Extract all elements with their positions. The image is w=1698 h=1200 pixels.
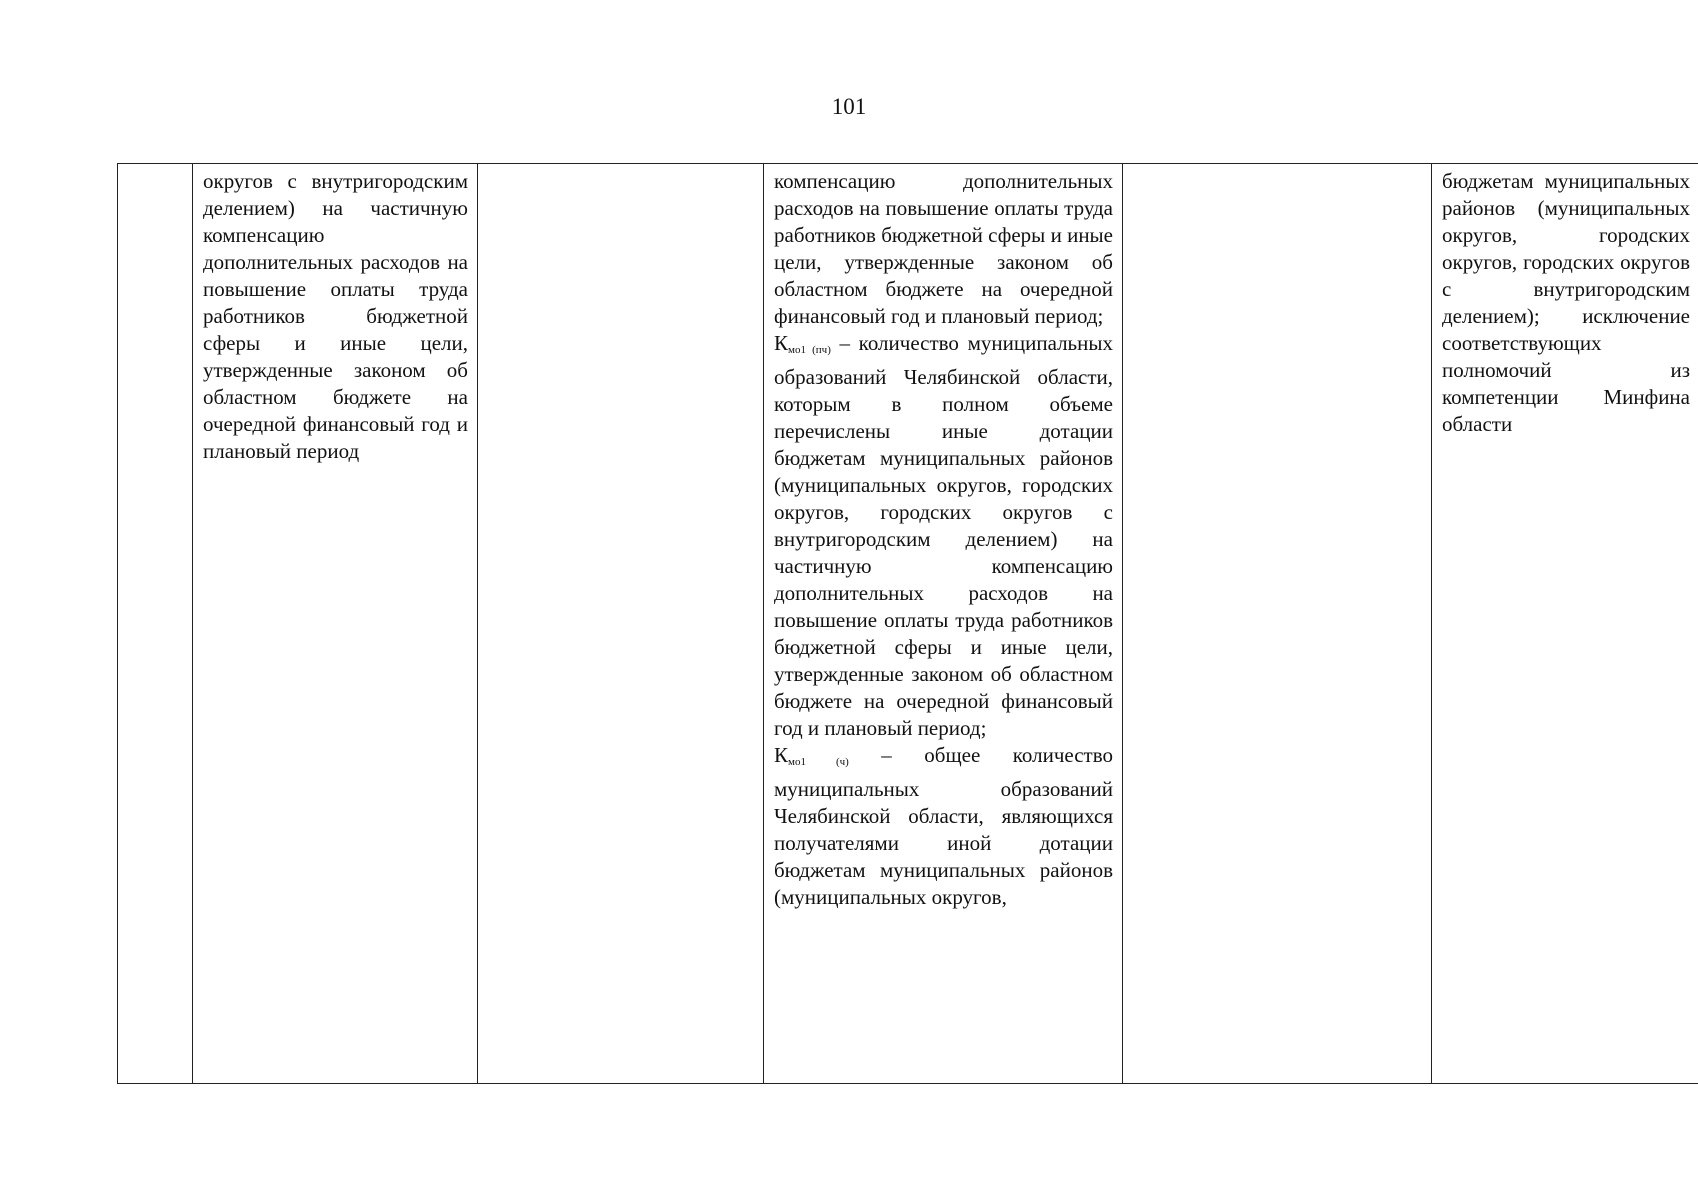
document-table xyxy=(117,163,1698,1084)
cell-number xyxy=(118,164,193,1084)
cell-formula-definitions xyxy=(764,164,1123,1084)
description-text: округов с внутригородским делением) на частичную компенсацию дополнительных расходов на повышение оплаты труда работников бюджетной сферы и иные цели, утвержденные законом об областном бюджете на очередной финансовый год и плановый период xyxy=(203,169,468,463)
definition-paragraph-2: $К_{мо1 (пч)}$ – количество муниципальных образований Челябинской области, которым в полном объеме перечислены иные дотации бюджетам муниципальных районов (муниципальных округов, городских округов, городских округов с внутригородским делением) на частичную компенсацию дополнительных расходов на повышение оплаты труда работников бюджетной сферы и иные цели, утвержденные законом об областном бюджете на очередной финансовый год и плановый период; xyxy=(774,331,1113,740)
variable-symbol-k-pch: $К_{мо1 (пч)}$ xyxy=(774,331,831,356)
table-row xyxy=(118,164,1698,1084)
variable-symbol-k-ch: $К_{мо1 (ч)}$ xyxy=(774,743,849,768)
cell-empty-1 xyxy=(478,164,764,1084)
cell-consequences xyxy=(1432,164,1698,1084)
consequences-text: бюджетам муниципальных районов (муниципальных округов, городских округов, городских округов с внутригородским делением); исключение соответствующих полномочий из компетенции Минфина области xyxy=(1442,169,1690,436)
cell-description xyxy=(193,164,478,1084)
definition-paragraph-1: компенсацию дополнительных расходов на повышение оплаты труда работников бюджетной сферы и иные цели, утвержденные законом об областном бюджете на очередной финансовый год и плановый период; xyxy=(774,169,1113,328)
definition-paragraph-3: $К_{мо1 (ч)}$ – общее количество муниципальных образований Челябинской области, являющихся получателями иной дотации бюджетам муниципальных районов (муниципальных округов, xyxy=(774,743,1113,909)
page-number: 101 xyxy=(831,94,867,119)
cell-empty-2 xyxy=(1123,164,1432,1084)
formula-definitions xyxy=(774,168,1113,911)
